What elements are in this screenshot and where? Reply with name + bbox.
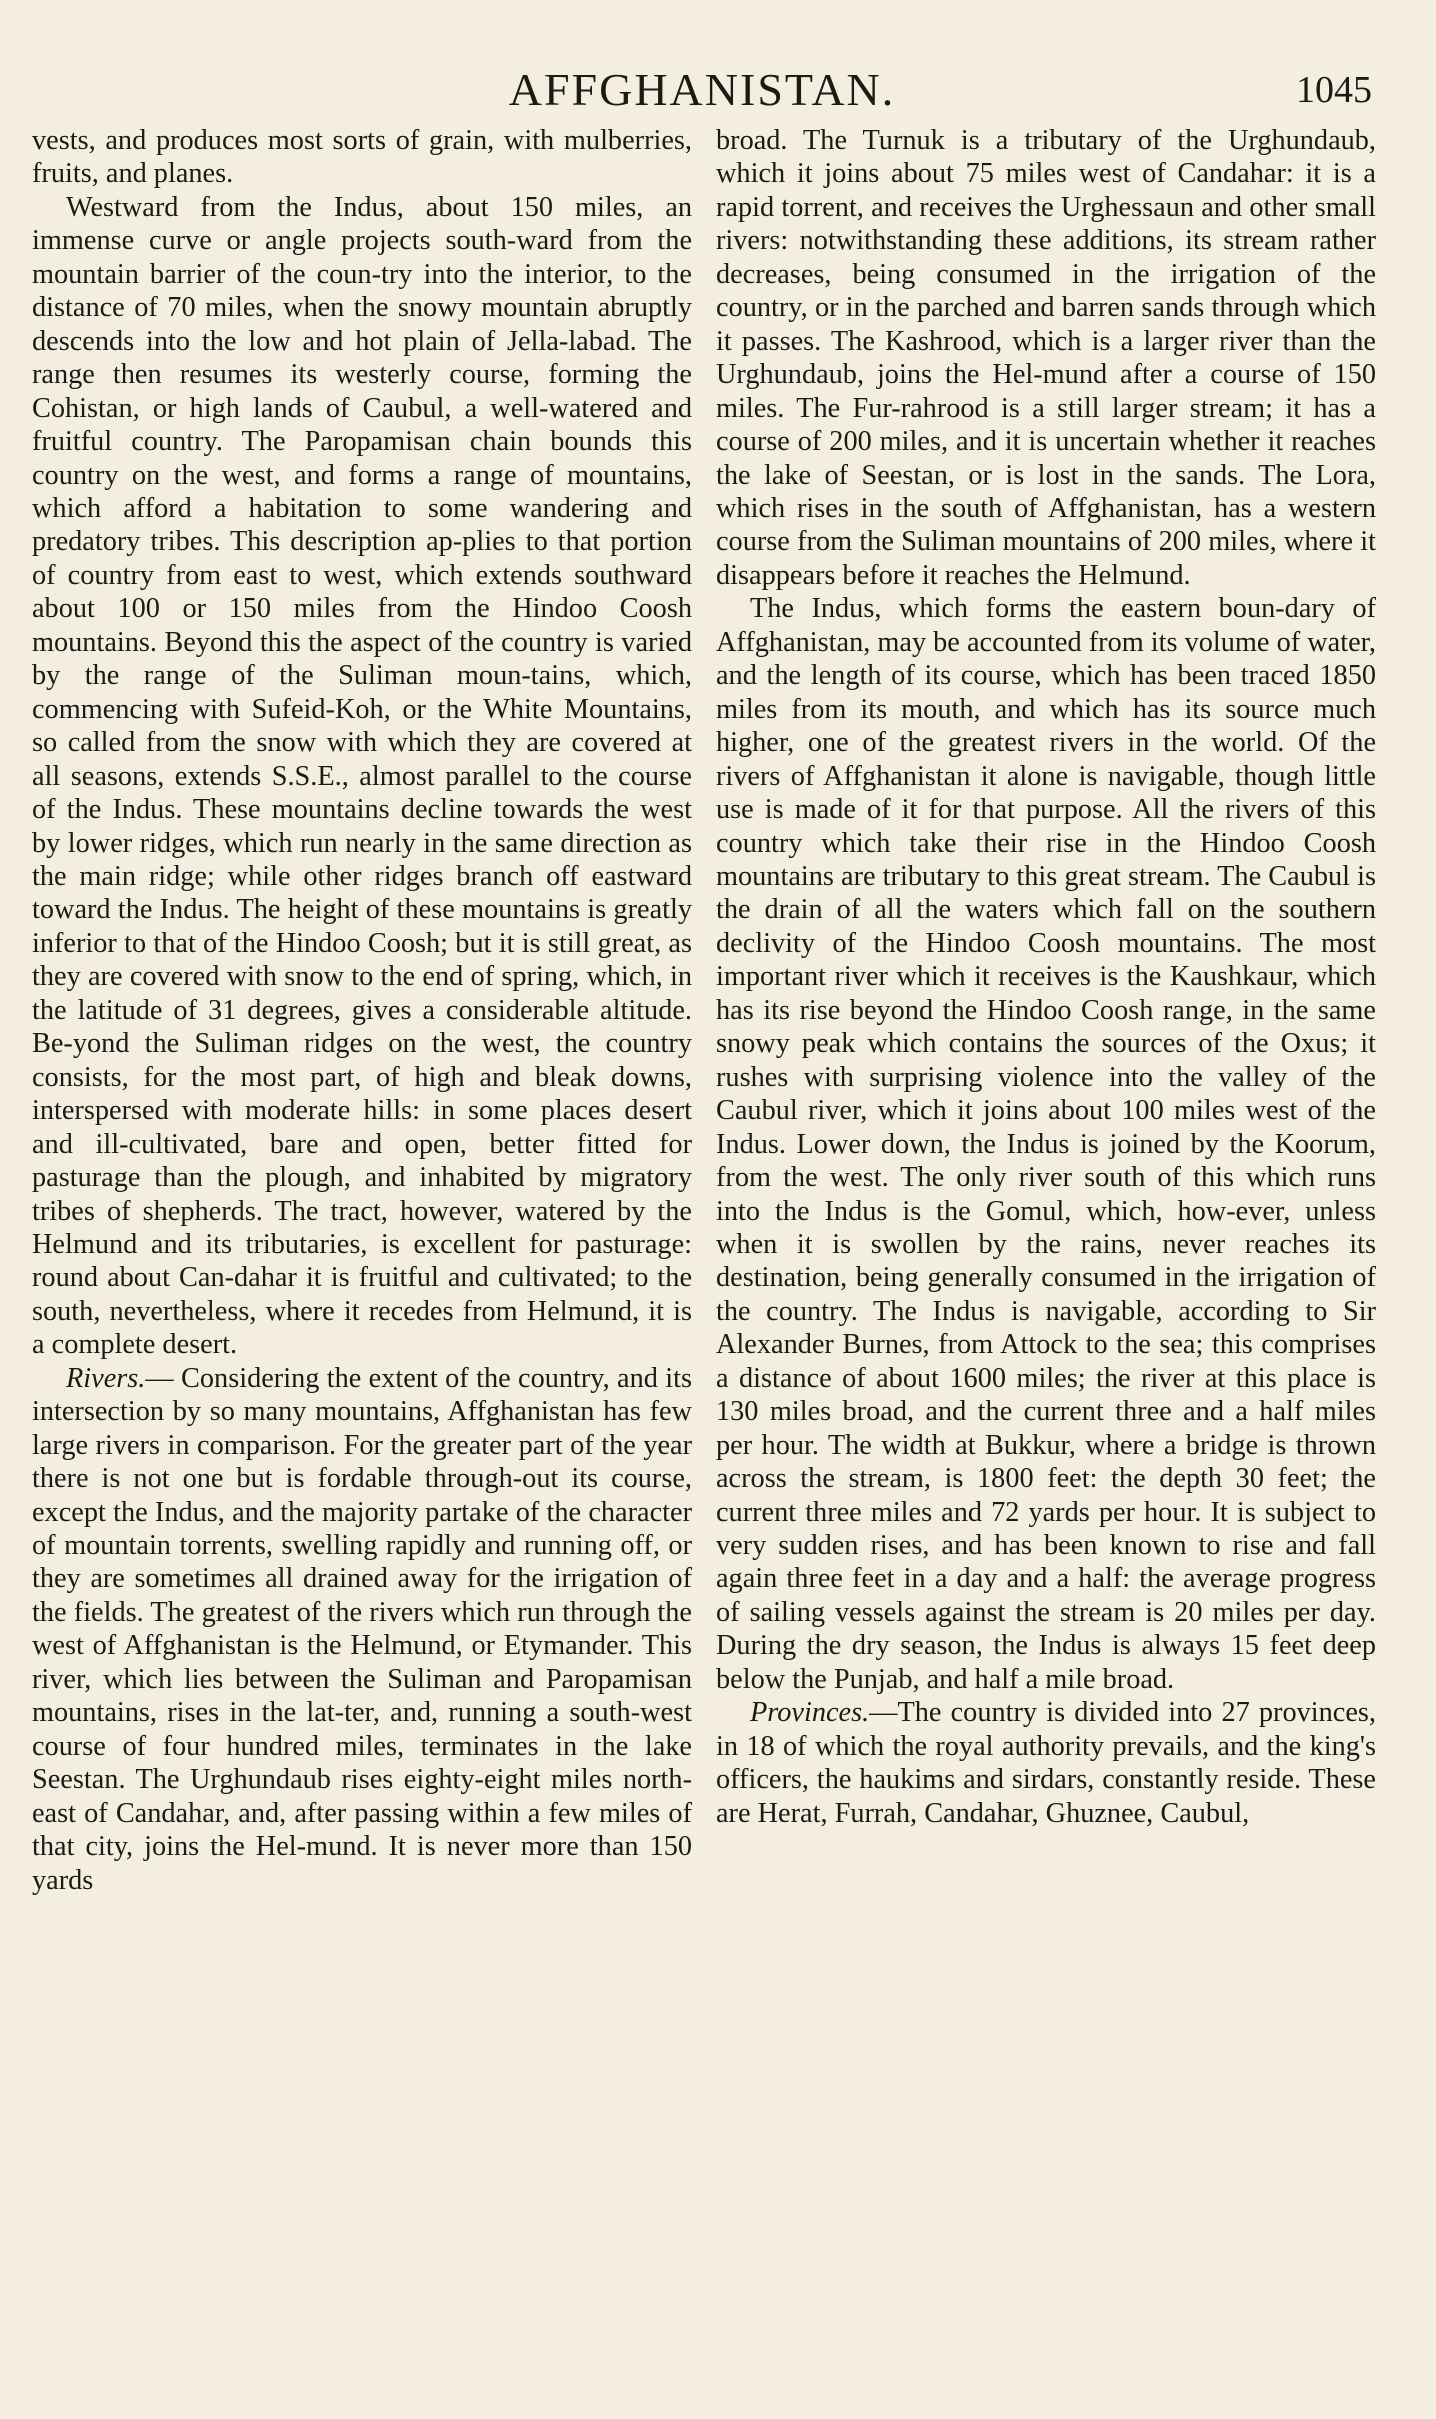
paragraph: Westward from the Indus, about 150 miles, an immense curve or angle projects south-ward from the mountain barrier of the coun-try into the interior, to the distance of 70 miles, when the snowy mountain abruptly descends into the low and hot plain of Jella-labad. The range then resumes its westerly course, forming the Cohistan, or high lands of Caubul, a well-watered and fruitful country. The Paropamisan chain bounds this country on the west, and forms a range of mountains, which afford a habitation to some wandering and predatory tribes. This description ap-plies to that portion of country from east to west, which extends southward about 100 or 150 miles from the Hindoo Coosh mountains. Beyond this the aspect of the country is varied by the range of the Suliman moun-tains, which, commencing with Sufeid-Koh, or the White Mountains, so called from the snow with which they are covered at all seasons, extends S.S.E., almost parallel to the course of the Indus. These mountains decline towards the west by lower ridges, which run nearly in the same direction as the main ridge; while other ridges branch off eastward toward the Indus. The height of these mountains is greatly inferior to that of the Hindoo Coosh; but it is still great, as they are covered with snow to the end of spring, which, in the latitude of 31 degrees, gives a considerable altitude. Be-yond the Suliman ridges on the west, the country consists, for the most part, of high and bleak downs, interspersed with moderate hills: in some places desert and ill-cultivated, bare and open, better fitted for pasturage than the plough, and inhabited by migratory tribes of shepherds. The tract, however, watered by the Helmund and its tributaries, is excellent for pasturage: round about Can-dahar it is fruitful and cultivated; to the south, nevertheless, where it recedes from Helmund, it is a complete desert. — [32, 191, 692, 1361]
paragraph-body: —The country is divided into 27 provinces, in 18 of which the royal authority prevails, and the king's officers, the haukims and sirdars, constantly reside. These are Herat, Furrah, Candahar, Ghuznee, Caubul, — [716, 1697, 1376, 1829]
paragraph: broad. The Turnuk is a tributary of the Urghundaub, which it joins about 75 miles west of Candahar: it is a rapid torrent, and receives the Urghessaun and other small rivers: notwithstanding these additions, its stream rather decreases, being consumed in the irrigation of the country, or in the parched and barren sands through which it passes. The Kashrood, which is a larger river than the Urghundaub, joins the Hel-mund after a course of 150 miles. The Fur-rahrood is a still larger stream; it has a course of 200 miles, and it is uncertain whether it reaches the lake of Seestan, or is lost in the sands. The Lora, which rises in the south of Affghanistan, has a western course from the Suliman mountains of 200 miles, where it disappears before it reaches the Helmund. — [716, 125, 1376, 591]
paragraph-body: — Considering the extent of the country, and its intersection by so many mountains, Affghanistan has few large rivers in comparison. For the greater part of the year there is not one but is fordable through-out its course, except the Indus, and the majority partake of the character of mountain torrents, swelling rapidly and running off, or they are sometimes all drained away for the irrigation of the fields. The greatest of the rivers which run through the west of Affghanistan is the Helmund, or Etymander. This river, which lies between the Suliman and Paropamisan mountains, rises in the lat-ter, and, running a south-west course of four hundred miles, terminates in the lake Seestan. The Urghundaub rises eighty-eight miles north-east of Candahar, and, after passing within a few miles of that city, joins the Hel-mund. It is never more than 150 yards — [32, 1362, 692, 1896]
paragraph-provinces — [716, 1696, 1376, 1830]
running-title: AFFGHANISTAN. — [508, 64, 896, 115]
paragraph: vests, and produces most sorts of grain, with mulberries, fruits, and planes. — [32, 125, 692, 190]
page-number: 1045 — [1296, 69, 1372, 111]
right-column — [716, 124, 1376, 1830]
section-head-provinces: Provinces. — [750, 1697, 870, 1729]
paragraph-rivers — [32, 1362, 692, 1897]
section-head-rivers: Rivers. — [66, 1362, 146, 1394]
page-header — [32, 62, 1372, 122]
left-column — [32, 124, 692, 1897]
paragraph: The Indus, which forms the eastern boun-dary of Affghanistan, may be accounted from its volume of water, and the length of its course, which has been traced 1850 miles from its mouth, and which has its source much higher, one of the greatest rivers in the world. Of the rivers of Affghanistan it alone is navigable, though little use is made of it for that purpose. All the rivers of this country which take their rise in the Hindoo Coosh mountains are tributary to this great stream. The Caubul is the drain of all the waters which fall on the southern declivity of the Hindoo Coosh mountains. The most important river which it receives is the Kaushkaur, which has its rise beyond the Hindoo Coosh range, in the same snowy peak which contains the sources of the Oxus; it rushes with surprising violence into the valley of the Caubul river, which it joins about 100 miles west of the Indus. Lower down, the Indus is joined by the Koorum, from the west. The only river south of this which runs into the Indus is the Gomul, which, how-ever, unless when it is swollen by the rains, never reaches its destination, being generally consumed in the irrigation of the country. The Indus is navigable, according to Sir Alexander Burnes, from Attock to the sea; this comprises a distance of about 1600 miles; the river at this place is 130 miles broad, and the current three and a half miles per hour. The width at Bukkur, where a bridge is thrown across the stream, is 1800 feet: the depth 30 feet; the current three miles and 72 yards per hour. It is subject to very sudden rises, and has been known to rise and fall again three feet in a day and a half: the average progress of sailing vessels against the stream is 20 miles per day. During the dry season, the Indus is always 15 feet deep below the Punjab, and half a mile broad. — [716, 593, 1376, 1695]
